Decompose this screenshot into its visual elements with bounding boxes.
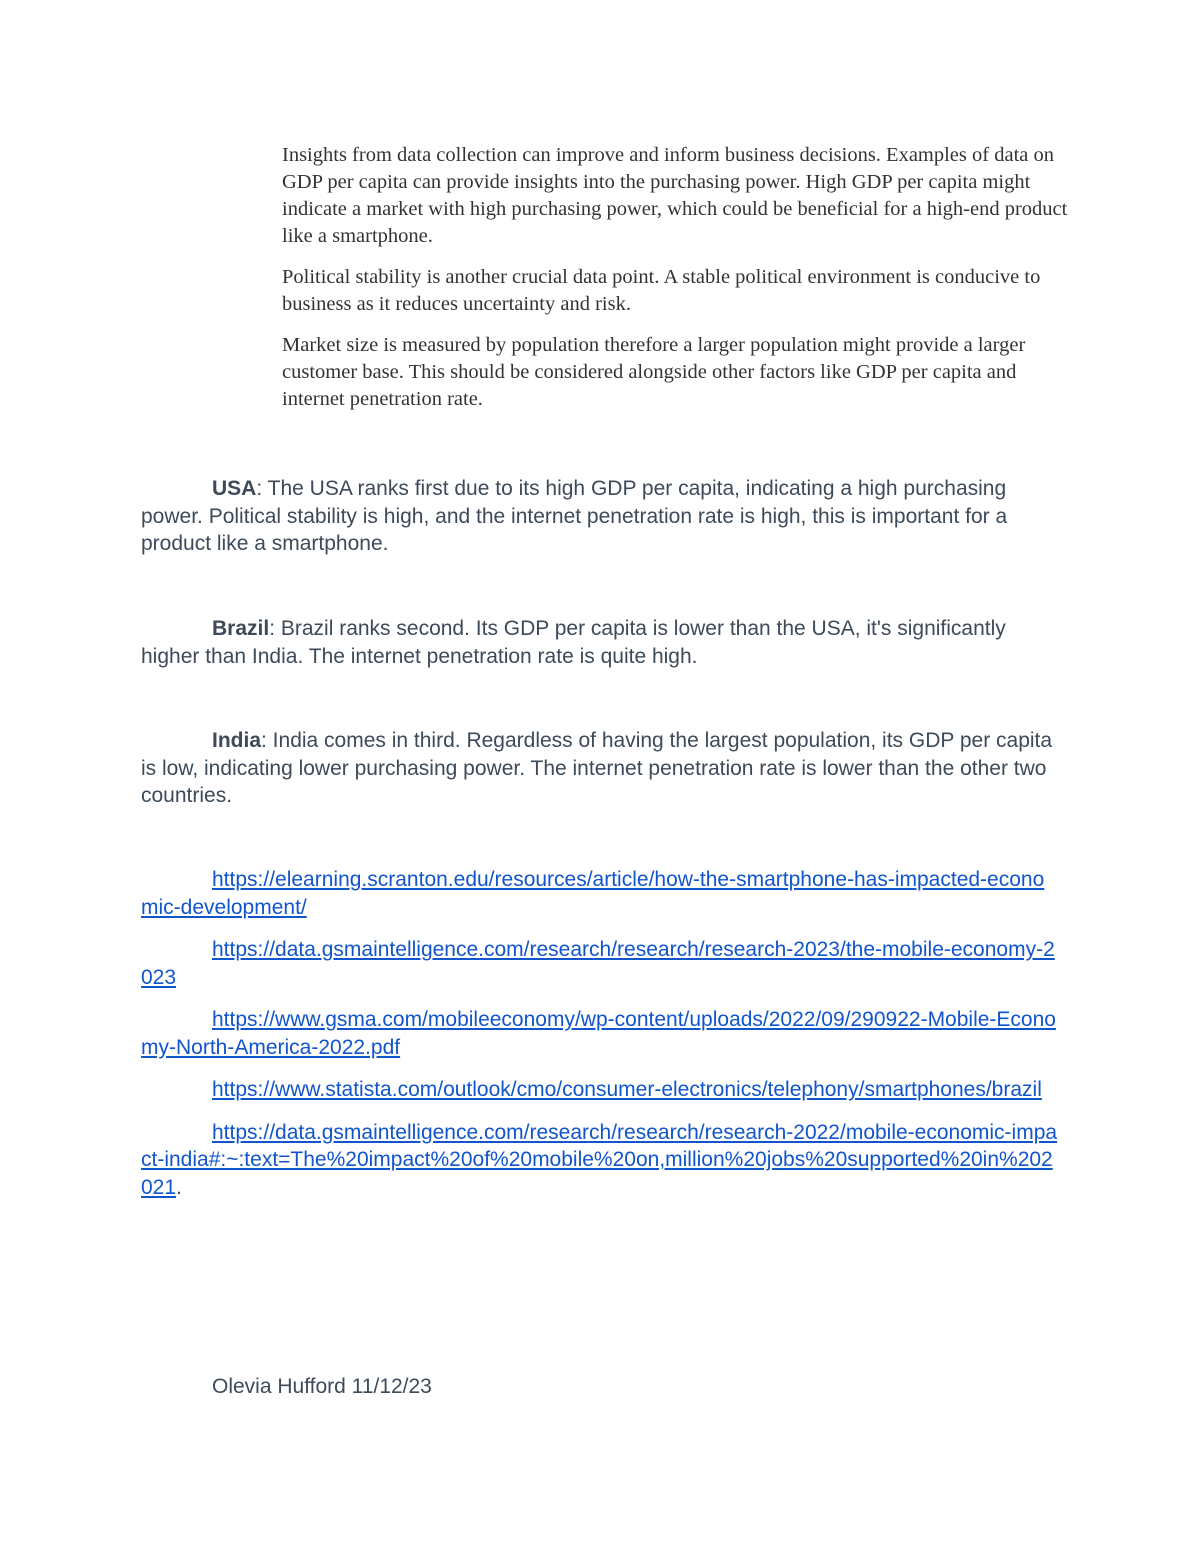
country-name-usa: USA [212,477,257,500]
country-text-india: : India comes in third. Regardless of having the largest population, its GDP per capita is low, indicating lower purchasing power. The internet penetration rate is lower than the other two countries. [141,729,1053,807]
country-name-brazil: Brazil [212,617,270,640]
reference-link-gsma-intelligence-2023[interactable]: https://data.gsmaintelligence.com/research/research/research-2023/the-mobile-economy-2023 [141,938,1055,989]
reference-link-statista-brazil[interactable]: https://www.statista.com/outlook/cmo/consumer-electronics/telephony/smartphones/brazil [212,1078,1042,1101]
country-name-india: India [212,729,262,752]
reference-item [141,1006,1061,1061]
reference-item [141,936,1061,991]
reference-link-gsma-intelligence-india[interactable]: https://data.gsmaintelligence.com/research/research/research-2022/mobile-economic-impact-india#:~:text=The%20impact%20of%20mobile%20on,million%20jobs%20supported%20in%202021 [141,1120,1058,1199]
reference-link-gsma-north-america[interactable]: https://www.gsma.com/mobileeconomy/wp-content/uploads/2022/09/290922-Mobile-Economy-North-America-2022.pdf [141,1008,1056,1059]
reference-item [141,866,1061,921]
intro-paragraph-political-stability: Political stability is another crucial data point. A stable political environment is conducive to business as it reduces uncertainty and risk. [282,266,1041,315]
signature-line: Olevia Hufford 11/12/23 [212,1375,432,1398]
reference-item [141,1076,1061,1104]
country-paragraph-brazil [141,615,1061,670]
country-text-usa: : The USA ranks first due to its high GDP per capita, indicating a high purchasing power. Political stability is high, and the internet penetration rate is high, this is important for a product like a smartphone. [141,477,1008,555]
intro-paragraph-market-size: Market size is measured by population therefore a larger population might provide a larger customer base. This should be considered alongside other factors like GDP per capita and internet penetration rate. [282,334,1026,410]
intro-paragraph-gdp: Insights from data collection can improve and inform business decisions. Examples of data on GDP per capita can provide insights into the purchasing power. High GDP per capita might indicate a market with high purchasing power, which could be beneficial for a high-end product like a smartphone. [282,144,1068,247]
references-section [141,866,1061,1216]
country-paragraph-usa [141,475,1061,558]
intro-section [282,142,1072,427]
reference-item [141,1119,1061,1202]
reference-trailing-period: . [176,1175,182,1199]
country-paragraph-india [141,727,1061,810]
country-text-brazil: : Brazil ranks second. Its GDP per capita is lower than the USA, it's significantly higher than India. The internet penetration rate is quite high. [141,617,1006,668]
reference-link-scranton[interactable]: https://elearning.scranton.edu/resources/article/how-the-smartphone-has-impacted-economic-development/ [141,868,1045,919]
